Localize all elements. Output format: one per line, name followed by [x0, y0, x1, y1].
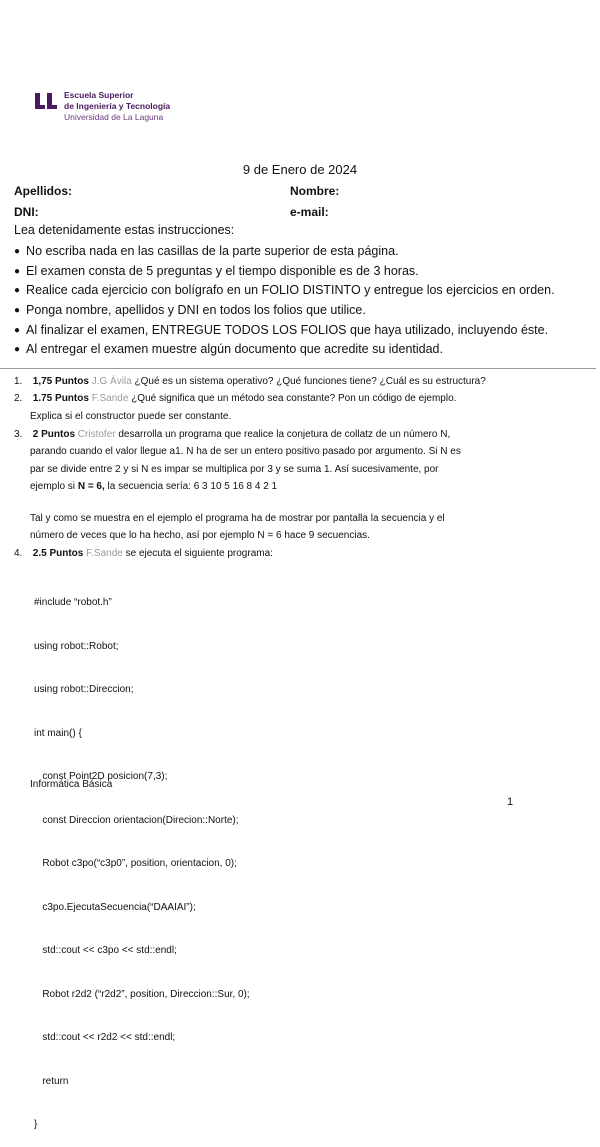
instruction-item: ● Ponga nombre, apellidos y DNI en todos los folios que utilice. [14, 301, 555, 321]
question-4 [14, 545, 273, 562]
question-points: 2 Puntos [32, 429, 76, 440]
instructions-list [14, 242, 555, 360]
code-line: const Direccion orientacion(Direcion::Norte); [34, 814, 239, 826]
code-line: } [34, 1119, 38, 1130]
page-number: 1 [507, 796, 514, 808]
code-line: c3po.EjecutaSecuencia(“DAAIAI”); [34, 901, 196, 913]
logo-line-3: Universidad de La Laguna [64, 112, 164, 122]
dni-label: DNI: [14, 205, 39, 219]
question-text: desarrolla un programa que realice la conjetura de collatz de un número N, [118, 429, 451, 440]
instruction-item: ● Al entregar el examen muestre algún documento que acredite su identidad. [14, 340, 555, 360]
code-line: const Point2D posicion(7,3); [34, 771, 168, 782]
nombre-label: Nombre: [290, 184, 340, 198]
exam-date: 9 de Enero de 2024 [242, 162, 358, 177]
question-author: F.Sande [86, 548, 123, 559]
code-line: #include “robot.h” [34, 597, 112, 608]
question-3 [14, 426, 450, 443]
code-line: std::cout << c3po << std::endl; [34, 945, 177, 956]
question-number: 1. [14, 376, 23, 387]
question-points: 1,75 Puntos [32, 376, 89, 387]
question-3-paragraph-2-line-2: número de veces que lo ha hecho, así por ejemplo N = 6 hace 9 secuencias. [30, 530, 370, 541]
question-text: ¿Qué es un sistema operativo? ¿Qué funciones tiene? ¿Cuál es su estructura? [134, 376, 486, 387]
question-author: F.Sande [91, 393, 129, 404]
footer-course: Informática Básica [30, 779, 113, 790]
instruction-item: ● No escriba nada en las casillas de la parte superior de esta página. [14, 242, 555, 262]
question-number: 2. [14, 393, 23, 404]
question-number: 3. [14, 429, 23, 440]
code-line: return [34, 1075, 69, 1087]
code-line: using robot::Direccion; [34, 684, 134, 695]
example-prefix: ejemplo si [30, 481, 78, 492]
question-3-paragraph-2-line-1: Tal y como se muestra en el ejemplo el programa ha de mostrar por pantalla la secuencia y el [30, 513, 445, 524]
code-line: int main() { [34, 727, 82, 739]
question-1 [14, 373, 486, 390]
question-points: 1.75 Puntos [32, 393, 89, 404]
question-points: 2.5 Puntos [32, 548, 84, 559]
instructions-heading: Lea detenidamente estas instrucciones: [14, 223, 235, 237]
code-line: Robot c3po(“c3p0”, position, orientacion, 0); [34, 858, 237, 869]
instruction-item: ● El examen consta de 5 preguntas y el tiempo disponible es de 3 horas. [14, 262, 555, 282]
question-text: se ejecuta el siguiente programa: [125, 548, 273, 559]
instruction-item: ● Al finalizar el examen, ENTREGUE TODOS LOS FOLIOS que haya utilizado, incluyendo éste. [14, 321, 555, 341]
logo-text [64, 90, 170, 123]
example-bold: N = 6, [77, 481, 105, 492]
question-2-continuation: Explica si el constructor puede ser constante. [30, 411, 232, 422]
question-text: ¿Qué significa que un método sea constante? Pon un código de ejemplo. [131, 393, 457, 404]
logo-line-1: Escuela Superior [64, 90, 134, 100]
example-suffix: la secuencia sería: 6 3 10 5 16 8 4 2 1 [104, 481, 278, 492]
email-label: e-mail: [290, 205, 329, 219]
university-logo [34, 90, 170, 123]
code-line: std::cout << r2d2 << std::endl; [34, 1032, 176, 1043]
divider [0, 368, 596, 369]
instruction-item: ● Realice cada ejercicio con bolígrafo en un FOLIO DISTINTO y entregue los ejercicios en orden. [14, 281, 555, 301]
question-number: 4. [14, 548, 23, 559]
code-line: Robot r2d2 (“r2d2”, position, Direccion::Sur, 0); [34, 988, 250, 1000]
question-author: J.G Ávila [91, 376, 132, 387]
question-3-example [30, 478, 277, 495]
question-author: Cristofer [77, 429, 116, 440]
code-listing [34, 567, 250, 1147]
question-3-line-2: parando cuando el valor llegue a1. N ha de ser un entero positivo pasado por argumento. Si N es [30, 446, 461, 457]
question-2 [14, 390, 456, 407]
ull-logo-icon [34, 92, 58, 110]
question-3-line-3: par se divide entre 2 y si N es impar se multiplica por 3 y se suma 1. Así sucesivamente, por [30, 464, 439, 475]
apellidos-label: Apellidos: [14, 184, 73, 198]
logo-line-2: de Ingeniería y Tecnología [64, 101, 171, 111]
code-line: using robot::Robot; [34, 640, 119, 652]
